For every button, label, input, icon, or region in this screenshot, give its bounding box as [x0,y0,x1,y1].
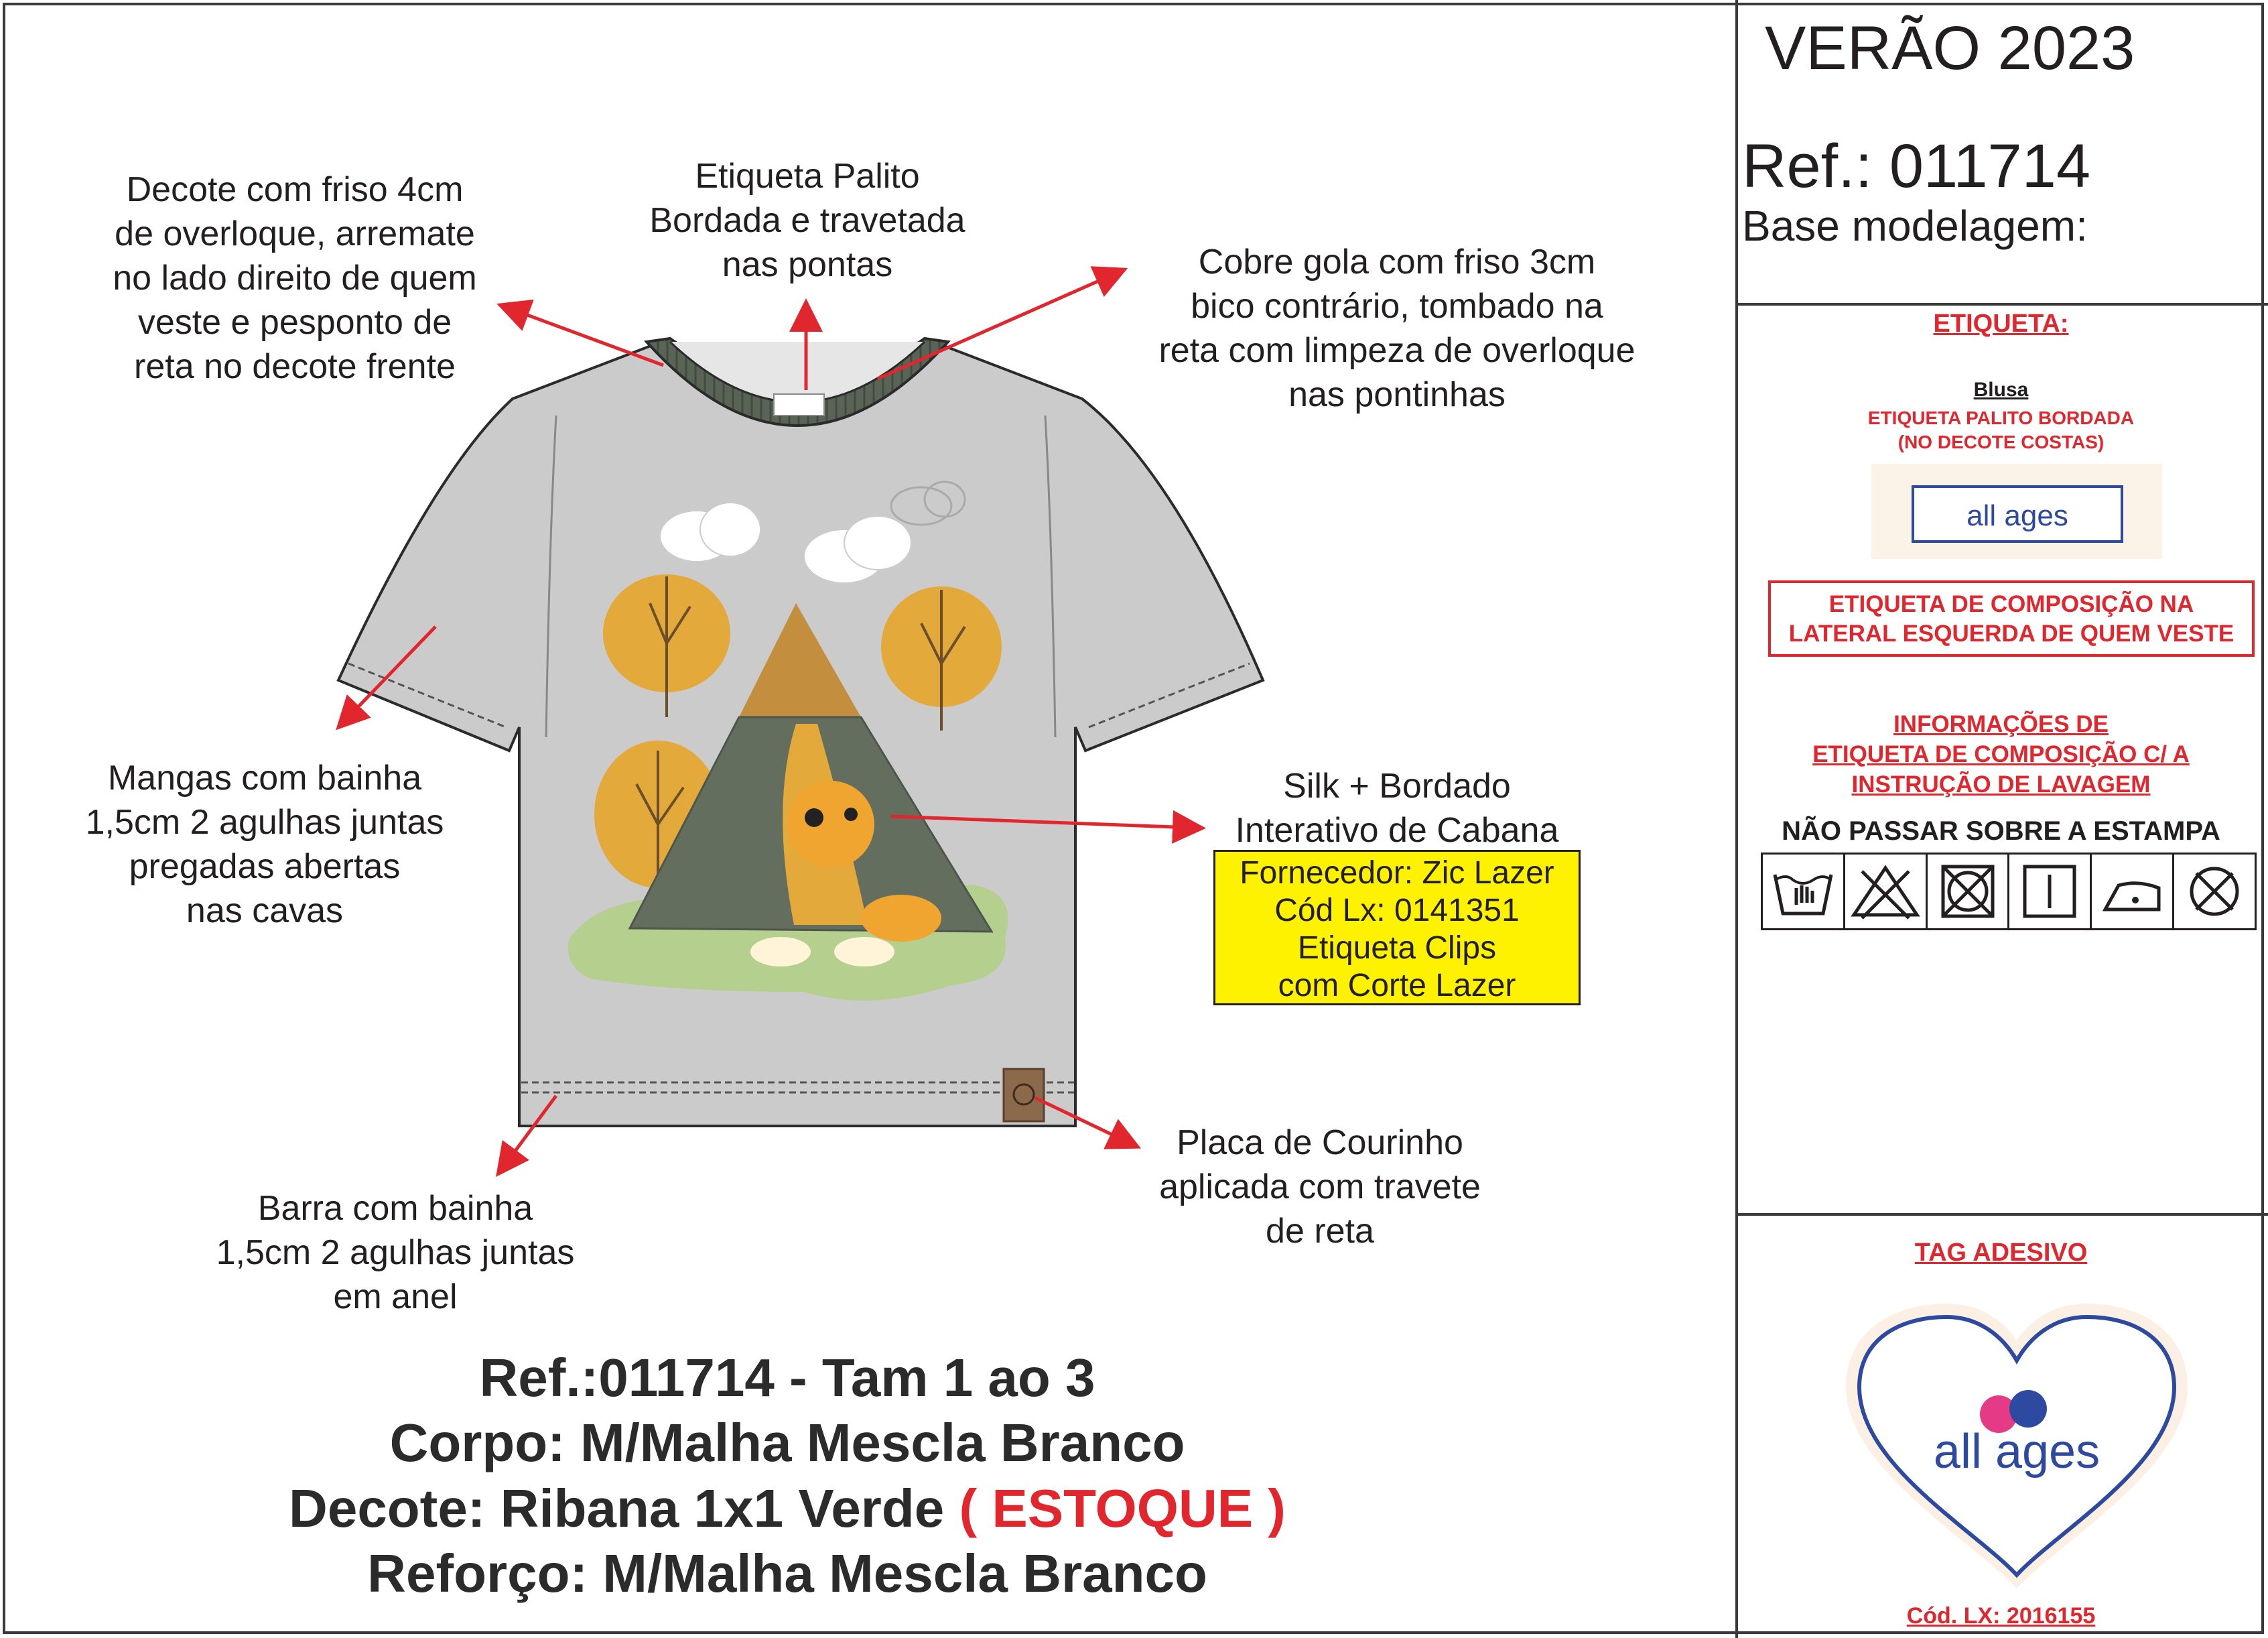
summary-decote: Decote: Ribana 1x1 Verde ( ESTOQUE ) [289,1478,1286,1538]
no-dry-clean-icon [2174,855,2255,928]
tag-adesivo-title: TAG ADESIVO [1914,1239,2088,1267]
composicao-box: ETIQUETA DE COMPOSIÇÃO NA LATERAL ESQUERDA DE QUEM VESTE [1768,580,2255,657]
supplier-box: Fornecedor: Zic Lazer Cód Lx: 0141351 Etiqueta Clips com Corte Lazer [1213,850,1581,1005]
nao-passar-label: NÃO PASSAR SOBRE A ESTAMPA [1782,816,2220,846]
note-print: Silk + Bordado Interativo de Cabana [1235,767,1559,850]
heart-brand-text: all ages [1933,1425,2100,1478]
cod-lx-label: Cód. LX: 2016155 [1906,1603,2096,1629]
season-title: VERÃO 2023 [1765,14,2135,82]
heart-tag [1832,1300,2201,1595]
care-symbols [1761,853,2257,930]
summary-corpo: Corpo: M/Malha Mescla Branco [389,1413,1185,1472]
ref-title: Ref.: 011714 [1742,132,2091,200]
sidebar-divider-1 [1735,303,2268,306]
summary-ref: Ref.:011714 - Tam 1 ao 3 [479,1348,1095,1407]
palito-label: ETIQUETA PALITO BORDADA (NO DECOTE COSTAS) [1867,407,2135,452]
low-iron-icon [2092,855,2174,928]
hand-wash-icon [1763,855,1845,928]
summary-reforco: Reforço: M/Malha Mescla Branco [367,1544,1207,1603]
no-tumble-dry-icon [1928,855,2010,928]
no-bleach-icon [1845,855,1928,928]
brand-logo: all ages [1912,485,2123,543]
blusa-label: Blusa [1973,379,2029,401]
note-neckline: Decote com friso 4cm de overloque, arremate no lado direito de quem veste e pesponto de reta no decote frente [113,170,477,386]
brand-label-sample [1871,464,2162,559]
sidebar-divider-2 [1735,1213,2268,1216]
line-dry-icon [2009,855,2092,928]
leather-patch [1004,1069,1044,1121]
informacoes-label: INFORMAÇÕES DE ETIQUETA DE COMPOSIÇÃO C/ A INSTRUÇÃO DE LAVAGEM [1812,711,2190,798]
note-leather: Placa de Courinho aplicada com travete de reta [1159,1123,1481,1251]
note-label-tag: Etiqueta Palito Bordada e travetada nas pontas [649,157,965,284]
note-sleeves: Mangas com bainha 1,5cm 2 agulhas juntas pregadas abertas nas cavas [85,759,444,930]
estoque-tag: ( ESTOQUE ) [959,1478,1286,1538]
base-modelagem: Base modelagem: [1742,202,2088,250]
note-hem: Barra com bainha 1,5cm 2 agulhas juntas em anel [216,1189,575,1316]
note-collar: Cobre gola com friso 3cm bico contrário, tombado na reta com limpeza de overloque nas pontinhas [1158,243,1636,414]
etiqueta-title: ETIQUETA: [1933,310,2069,338]
